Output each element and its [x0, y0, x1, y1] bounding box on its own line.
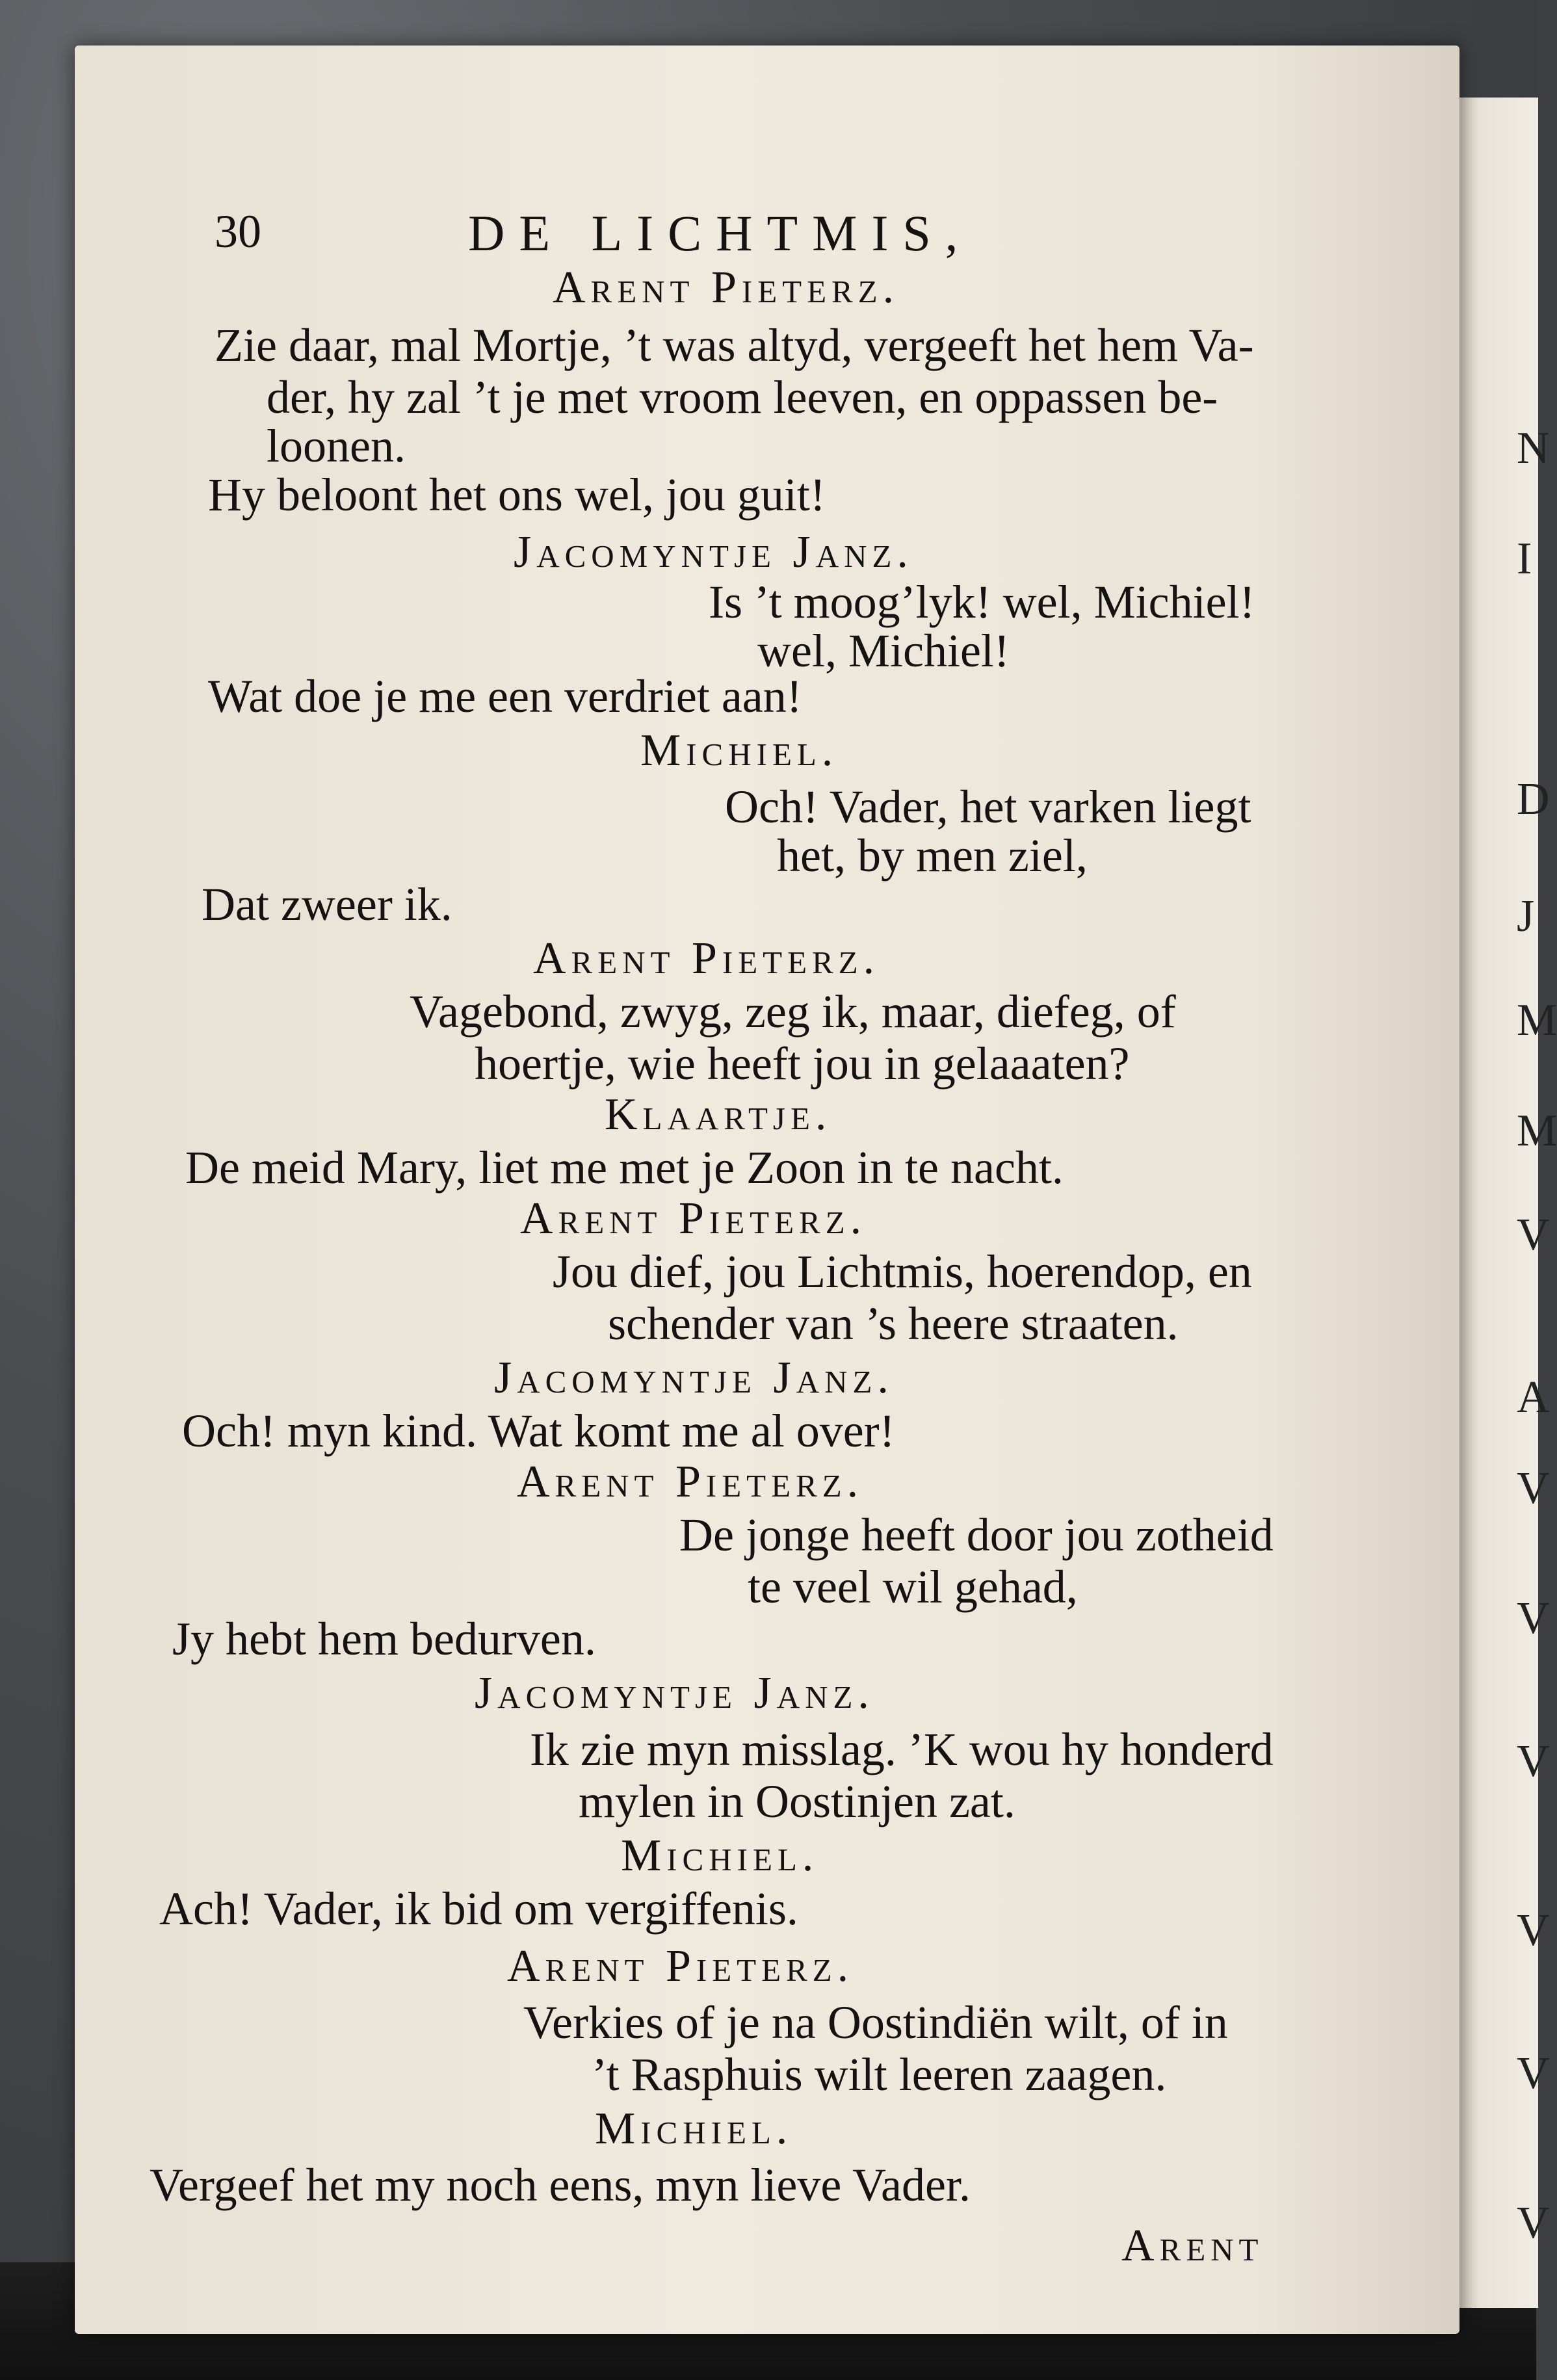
verse-line: Verkies of je na Oostindiën wilt, of in	[523, 1996, 1228, 2048]
verse-line: Och! myn kind. Wat komt me al over!	[182, 1405, 895, 1457]
verse-line: Ach! Vader, ik bid om vergiffenis.	[159, 1883, 798, 1935]
verse-line: het, by men ziel,	[777, 830, 1088, 882]
verse-line: Vagebond, zwyg, zeg ik, maar, diefeg, of	[410, 986, 1176, 1038]
catchword: Arent	[1121, 2221, 1264, 2271]
edge-letter: D	[1517, 774, 1550, 824]
verse-line: wel, Michiel!	[757, 625, 1010, 677]
verse-line: Jy hebt hem bedurven.	[172, 1613, 596, 1665]
verse-line: Is ’t moog’lyk! wel, Michiel!	[709, 576, 1255, 628]
verse-line: ’t Rasphuis wilt leeren zaagen.	[592, 2048, 1167, 2100]
speaker-name: Klaartje.	[605, 1090, 832, 1140]
verse-line: hoertje, wie heeft jou in gelaaaten?	[475, 1038, 1130, 1090]
edge-letter: V	[1517, 1463, 1550, 1513]
verse-line: Zie daar, mal Mortje, ’t was altyd, vergeeft het hem Va-	[215, 319, 1254, 371]
edge-letter: V	[1517, 2048, 1550, 2099]
speaker-name: Arent Pieterz.	[533, 934, 880, 984]
running-title: DE LICHTMIS,	[468, 205, 973, 261]
speaker-name: Michiel.	[595, 2104, 793, 2154]
edge-letter: V	[1517, 2198, 1550, 2248]
speaker-name: Arent Pieterz.	[507, 1941, 854, 1991]
verse-line: schender van ’s heere straaten.	[608, 1298, 1179, 1350]
edge-letter: M	[1517, 995, 1557, 1045]
verse-line: loonen.	[267, 420, 406, 472]
edge-letter: M	[1517, 1106, 1557, 1156]
verse-line: Ik zie myn misslag. ’K wou hy honderd	[530, 1723, 1274, 1775]
edge-letter: V	[1517, 1736, 1550, 1786]
verse-line: De jonge heeft door jou zotheid	[679, 1509, 1274, 1561]
edge-letter: I	[1517, 534, 1532, 584]
next-page-edge	[1453, 98, 1557, 2308]
edge-letter: J	[1517, 891, 1535, 941]
verse-line: Hy beloont het ons wel, jou guit!	[208, 469, 826, 521]
edge-letter: N	[1517, 423, 1550, 473]
edge-letter: A	[1517, 1372, 1550, 1422]
edge-letter: V	[1517, 1593, 1550, 1643]
verse-line: te veel wil gehad,	[748, 1561, 1078, 1613]
verse-line: Och! Vader, het varken liegt	[725, 781, 1251, 833]
speaker-name: Arent Pieterz.	[553, 263, 900, 313]
edge-letter: V	[1517, 1905, 1550, 1955]
speaker-name: Michiel.	[621, 1831, 819, 1881]
speaker-name: Jacomyntje Janz.	[514, 527, 913, 577]
verse-line: Dat zweer ik.	[202, 878, 452, 930]
verse-line: Wat doe je me een verdriet aan!	[208, 670, 802, 722]
edge-letter: V	[1517, 1210, 1550, 1260]
verse-line: De meid Mary, liet me met je Zoon in te nacht.	[185, 1142, 1064, 1194]
speaker-name: Jacomyntje Janz.	[494, 1353, 894, 1403]
page-number: 30	[215, 205, 261, 257]
speaker-name: Jacomyntje Janz.	[475, 1668, 874, 1718]
speaker-name: Michiel.	[640, 726, 839, 776]
verse-line: der, hy zal ’t je met vroom leeven, en oppassen be-	[267, 371, 1218, 423]
speaker-name: Arent Pieterz.	[520, 1194, 867, 1244]
speaker-name: Arent Pieterz.	[517, 1457, 864, 1507]
verse-line: Jou dief, jou Lichtmis, hoerendop, en	[553, 1246, 1252, 1298]
verse-line: mylen in Oostinjen zat.	[579, 1775, 1015, 1827]
verse-line: Vergeef het my noch eens, myn lieve Vader.	[150, 2159, 971, 2211]
